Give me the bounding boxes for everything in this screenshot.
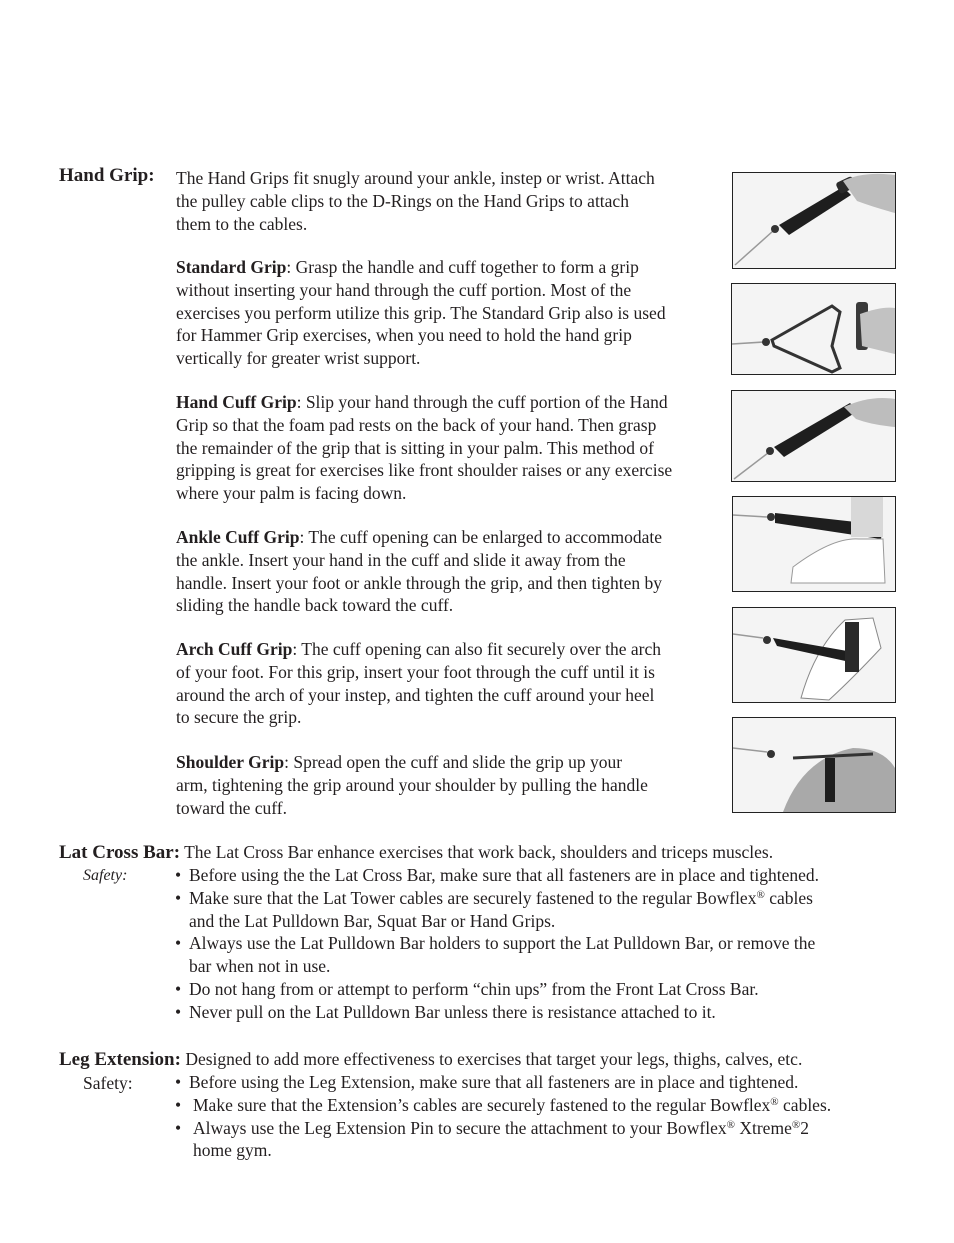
lat-cross-bar-heading xyxy=(59,841,773,865)
leg-safety-list xyxy=(175,1071,915,1162)
bullet: • xyxy=(175,1072,182,1092)
list-item xyxy=(175,978,915,1001)
ankle-cuff-grip-paragraph xyxy=(176,526,662,617)
list-item xyxy=(175,932,915,978)
ankle-cuff-illustration xyxy=(733,497,895,591)
hand-grip-term: Hand Grip: xyxy=(59,165,155,186)
photo-ankle-cuff-grip xyxy=(732,496,896,592)
lat-safety-label: Safety: xyxy=(83,867,128,884)
leg-extension-heading xyxy=(59,1048,802,1072)
hand-grip-illustration xyxy=(733,173,895,268)
text-line xyxy=(176,638,661,661)
text-line: exercises you perform utilize this grip. The Standard Grip also is used xyxy=(176,302,666,323)
arch-cuff-grip-paragraph xyxy=(176,638,661,729)
list-item xyxy=(175,887,915,933)
text-line: without inserting your hand through the cuff portion. Most of the xyxy=(176,279,632,300)
bullet: • xyxy=(175,1001,182,1022)
text-run: : The cuff opening can be enlarged to accommodate xyxy=(299,527,662,547)
text-line: the remainder of the grip that is sitting in your palm. This method of xyxy=(176,437,654,458)
standard-grip-title: Standard Grip xyxy=(176,257,287,277)
text-line: bar when not in use. xyxy=(189,956,331,977)
shoulder-grip-title: Shoulder Grip xyxy=(176,752,285,772)
bullet: • xyxy=(175,1094,182,1115)
text-line: sliding the handle back toward the cuff. xyxy=(176,595,454,616)
ankle-cuff-grip-title: Ankle Cuff Grip xyxy=(176,527,300,547)
hammer-grip-illustration xyxy=(732,284,895,374)
hand-grip-intro xyxy=(176,167,655,235)
text-line: handle. Insert your foot or ankle through the grip, and then tighten by xyxy=(176,572,662,593)
list-item xyxy=(175,1117,915,1163)
hand-cuff-illustration xyxy=(732,391,895,481)
text-line: Before using the Leg Extension, make sure that all fasteners are in place and tightened. xyxy=(189,1072,799,1092)
text-line: the pulley cable clips to the D-Rings on the Hand Grips to attach xyxy=(176,190,629,211)
text-line: Always use the Lat Pulldown Bar holders to support the Lat Pulldown Bar, or remove the xyxy=(189,933,816,954)
text-line: Never pull on the Lat Pulldown Bar unless there is resistance attached to it. xyxy=(189,1001,716,1022)
text-line: to secure the grip. xyxy=(176,707,302,728)
hand-cuff-grip-title: Hand Cuff Grip xyxy=(176,392,297,412)
shoulder-grip-paragraph xyxy=(176,751,648,819)
arch-cuff-illustration xyxy=(733,608,895,702)
text-run: : Spread open the cuff and slide the grip up your xyxy=(284,752,623,772)
text-line: Grip so that the foam pad rests on the back of your hand. Then grasp xyxy=(176,414,657,435)
bullet: • xyxy=(175,865,182,885)
standard-grip-paragraph xyxy=(176,256,666,370)
lat-cross-bar-intro: The Lat Cross Bar enhance exercises that work back, shoulders and triceps muscles. xyxy=(184,842,774,862)
photo-shoulder-grip xyxy=(732,717,896,813)
text-line: them to the cables. xyxy=(176,213,308,234)
text-line: Before using the the Lat Cross Bar, make sure that all fasteners are in place and tightened. xyxy=(189,865,820,885)
leg-extension-term: Leg Extension: xyxy=(59,1049,181,1070)
photo-hand-cuff-grip xyxy=(731,390,896,482)
lat-safety-list xyxy=(175,864,915,1024)
photo-hand-grip-hammer xyxy=(731,283,896,375)
text-run: : Grasp the handle and cuff together to form a grip xyxy=(286,257,639,277)
text-run: : Slip your hand through the cuff portion of the Hand xyxy=(296,392,668,412)
photo-hand-grip-standard xyxy=(732,172,896,269)
photo-arch-cuff-grip xyxy=(732,607,896,703)
text-line: around the arch of your instep, and tighten the cuff around your heel xyxy=(176,684,655,705)
text-line: and the Lat Pulldown Bar, Squat Bar or Hand Grips. xyxy=(189,910,556,931)
text-line: vertically for greater wrist support. xyxy=(176,348,421,369)
text-line: gripping is great for exercises like front shoulder raises or any exercise xyxy=(176,460,673,481)
text-line: for Hammer Grip exercises, when you need to hold the hand grip xyxy=(176,325,632,346)
text-run: : The cuff opening can also fit securely over the arch xyxy=(292,639,661,659)
list-item xyxy=(175,1001,915,1024)
text-line xyxy=(176,391,672,414)
text-line: the ankle. Insert your hand in the cuff and slide it away from the xyxy=(176,549,626,570)
text-line: Make sure that the Lat Tower cables are securely fastened to the regular Bowflex® cables xyxy=(189,887,813,908)
bullet: • xyxy=(175,933,182,954)
bullet: • xyxy=(175,978,182,999)
text-line: home gym. xyxy=(193,1140,272,1161)
text-line xyxy=(176,751,648,774)
list-item xyxy=(175,1071,915,1094)
text-line: The Hand Grips fit snugly around your ankle, instep or wrist. Attach xyxy=(176,168,655,188)
list-item xyxy=(175,864,915,887)
text-line: Do not hang from or attempt to perform “chin ups” from the Front Lat Cross Bar. xyxy=(189,978,759,999)
lat-cross-bar-term: Lat Cross Bar: xyxy=(59,842,181,863)
text-line: Make sure that the Extension’s cables are securely fastened to the regular Bowflex® cables. xyxy=(193,1094,832,1115)
shoulder-grip-illustration xyxy=(733,718,895,812)
text-line: toward the cuff. xyxy=(176,797,287,818)
leg-extension-intro: Designed to add more effectiveness to exercises that target your legs, thighs, calves, etc. xyxy=(185,1049,803,1069)
text-line: Always use the Leg Extension Pin to secure the attachment to your Bowflex® Xtreme®2 xyxy=(193,1117,809,1138)
text-line xyxy=(176,526,662,549)
bullet: • xyxy=(175,887,182,908)
arch-cuff-grip-title: Arch Cuff Grip xyxy=(176,639,293,659)
list-item xyxy=(175,1094,915,1117)
bullet: • xyxy=(175,1117,182,1138)
text-line: where your palm is facing down. xyxy=(176,483,407,504)
text-line: of your foot. For this grip, insert your foot through the cuff until it is xyxy=(176,661,655,682)
leg-safety-label: Safety: xyxy=(83,1073,133,1093)
text-line xyxy=(176,256,666,279)
text-line: arm, tightening the grip around your shoulder by pulling the handle xyxy=(176,774,648,795)
hand-cuff-grip-paragraph xyxy=(176,391,672,505)
